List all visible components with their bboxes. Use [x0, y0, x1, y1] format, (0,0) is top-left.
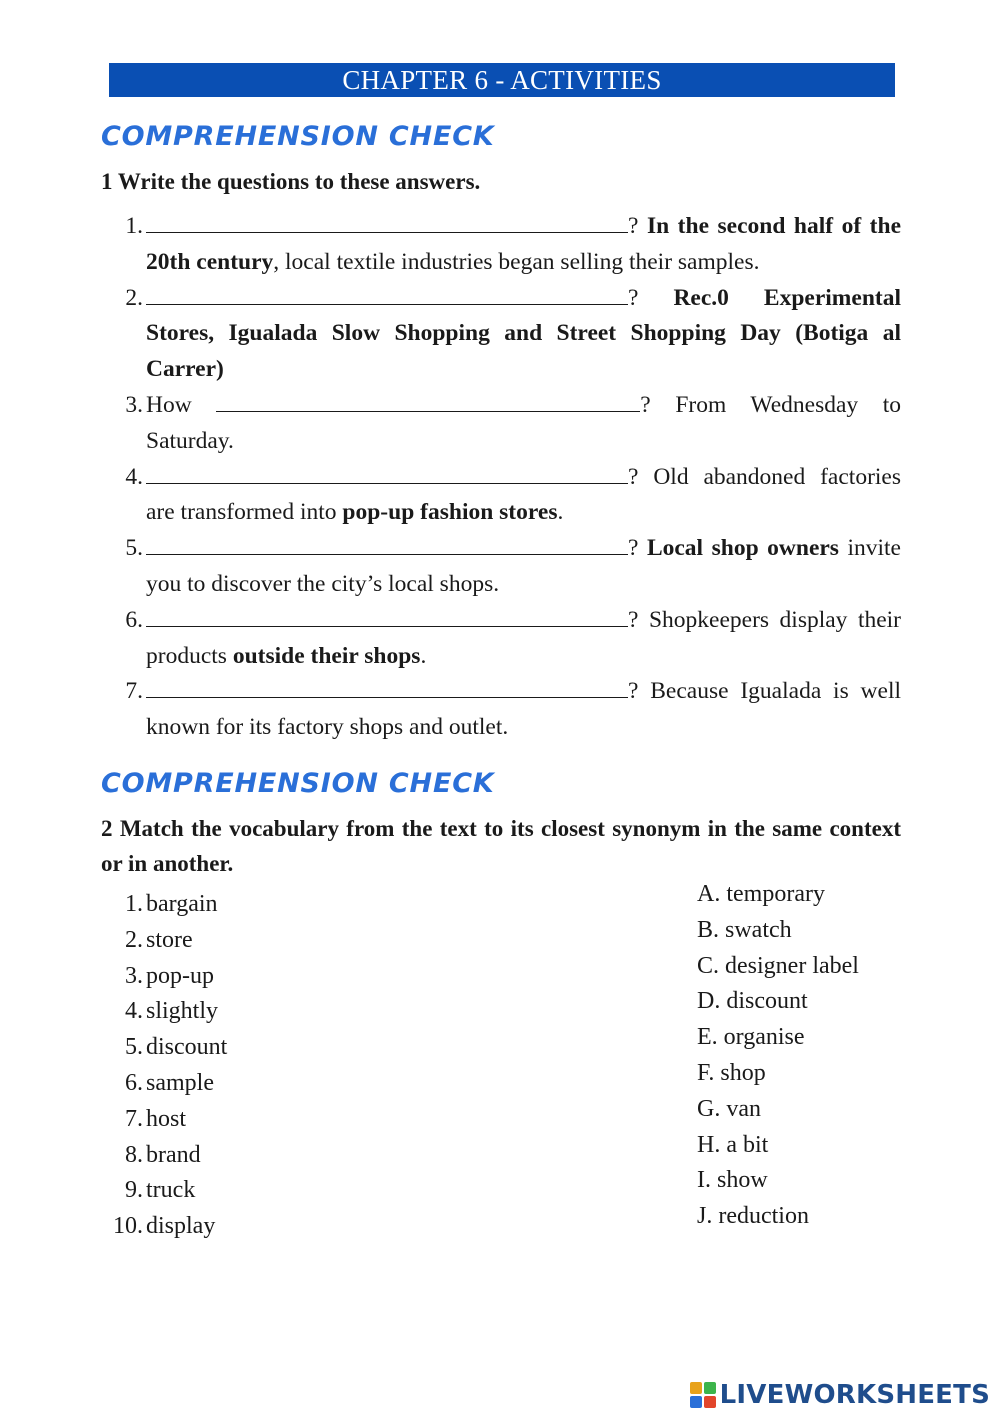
question-item: 7. ? Because Igualada is well known for its factory shops and outlet.: [0, 674, 901, 746]
answer-text: invite you to discover the city’s local shops.: [146, 535, 901, 597]
vocab-number: 10.: [113, 1213, 143, 1240]
vocab-item: [0, 887, 600, 923]
vocab-word: brand: [146, 1141, 201, 1168]
answer-bold-text: Rec.0 Experimental Stores, Igualada Slow Shopping and Street Shopping Day (Botiga al Carrer): [146, 284, 901, 383]
question-number: 3.: [125, 391, 143, 418]
question-item: 5. ? Local shop owners invite you to discover the city’s local shops.: [0, 531, 901, 603]
question-answer-blank[interactable]: [146, 210, 628, 233]
synonym-item: D. discount: [697, 988, 808, 1015]
question-item: 4. ? Old abandoned factories are transformed into pop-up fashion stores.: [0, 460, 901, 532]
question-number: 2.: [125, 284, 143, 311]
vocab-item: [0, 1138, 600, 1174]
answer-text: .: [557, 499, 564, 526]
vocab-number: 6.: [125, 1069, 143, 1096]
vocab-number: 2.: [125, 926, 143, 953]
question-list: [0, 209, 1000, 746]
vocab-item: [0, 1209, 600, 1245]
answer-text: .: [420, 642, 427, 669]
synonym-item: G. van: [697, 1095, 761, 1122]
chapter-title-banner: CHAPTER 6 - ACTIVITIES: [109, 63, 895, 97]
vocab-item: [0, 1173, 600, 1209]
vocab-item: [0, 1030, 600, 1066]
liveworksheets-icon: [690, 1382, 716, 1408]
question-answer-blank[interactable]: [146, 604, 628, 627]
vocab-word: host: [146, 1105, 187, 1132]
synonym-item: F. shop: [697, 1059, 766, 1086]
vocab-item: [0, 1102, 600, 1138]
answer-bold-text: outside their shops: [232, 642, 421, 669]
vocab-number: 8.: [125, 1141, 143, 1168]
question-number: 5.: [125, 535, 143, 562]
question-item: 1. ? In the second half of the 20th century, local textile industries began selling their samples.: [0, 209, 901, 281]
vocab-item: [0, 994, 600, 1030]
answer-bold-text: In the second half of the 20th century: [146, 213, 902, 275]
answer-text: Because Igualada is well known for its factory shops and outlet.: [146, 678, 901, 741]
answer-text: From Wednesday to Saturday.: [146, 391, 902, 454]
answer-text: Old abandoned factories are transformed into: [146, 463, 901, 526]
section1-instruction: 1 Write the questions to these answers.: [101, 169, 481, 194]
answer-text: , local textile industries began selling their samples.: [273, 248, 760, 275]
question-number: 7.: [125, 678, 143, 705]
section2-heading: COMPREHENSION CHECK: [101, 768, 495, 799]
vocab-item: [0, 1066, 600, 1102]
vocab-word: store: [146, 926, 193, 953]
vocab-word: sample: [146, 1069, 214, 1096]
question-answer-blank[interactable]: [146, 532, 628, 555]
vocab-number: 7.: [125, 1105, 143, 1132]
section2-instruction: 2 Match the vocabulary from the text to its closest synonym in the same context or in another.: [101, 816, 901, 876]
synonym-item: J. reduction: [697, 1203, 809, 1230]
synonym-item: I. show: [697, 1167, 768, 1194]
synonym-list: [697, 877, 977, 1235]
question-number: 6.: [125, 606, 143, 633]
synonym-item: B. swatch: [697, 916, 792, 943]
question-item: 6. ? Shopkeepers display their products outside their shops.: [0, 603, 901, 675]
synonym-item: A. temporary: [697, 881, 825, 907]
vocab-word: bargain: [146, 891, 218, 917]
question-answer-blank[interactable]: [146, 461, 628, 484]
question-number: 4.: [125, 463, 143, 490]
liveworksheets-logo: [690, 1380, 990, 1410]
question-answer-blank[interactable]: [146, 282, 628, 305]
answer-bold-text: pop-up fashion stores: [342, 499, 558, 526]
question-prefix: How: [146, 391, 192, 418]
vocab-number: 4.: [125, 998, 143, 1025]
vocab-word: pop-up: [146, 962, 214, 989]
answer-bold-text: Local shop owners: [646, 535, 839, 562]
section1-heading: COMPREHENSION CHECK: [101, 121, 495, 152]
vocab-word: truck: [146, 1177, 196, 1204]
vocab-number: 1.: [125, 891, 143, 917]
synonym-item: E. organise: [697, 1024, 805, 1051]
vocab-word: display: [146, 1213, 216, 1240]
question-answer-blank[interactable]: [146, 675, 628, 698]
answer-text: Shopkeepers display their products: [146, 606, 902, 669]
synonym-item: C. designer label: [697, 952, 859, 979]
logo-text: LIVEWORKSHEETS: [719, 1380, 990, 1410]
vocabulary-list: [0, 887, 600, 1245]
question-answer-blank[interactable]: [216, 389, 640, 412]
vocab-item: [0, 959, 600, 995]
vocab-word: slightly: [146, 998, 219, 1025]
question-number: 1.: [125, 213, 143, 239]
question-item: 2. ? Rec.0 Experimental Stores, Igualada Slow Shopping and Street Shopping Day (Botiga al Carrer): [0, 281, 901, 388]
vocab-number: 3.: [125, 962, 143, 989]
vocab-word: discount: [146, 1034, 228, 1061]
question-item: 3. How ? From Wednesday to Saturday.: [0, 388, 901, 460]
vocab-number: 9.: [125, 1177, 143, 1204]
synonym-item: H. a bit: [697, 1131, 769, 1158]
vocab-number: 5.: [125, 1034, 143, 1061]
vocab-item: [0, 923, 600, 959]
